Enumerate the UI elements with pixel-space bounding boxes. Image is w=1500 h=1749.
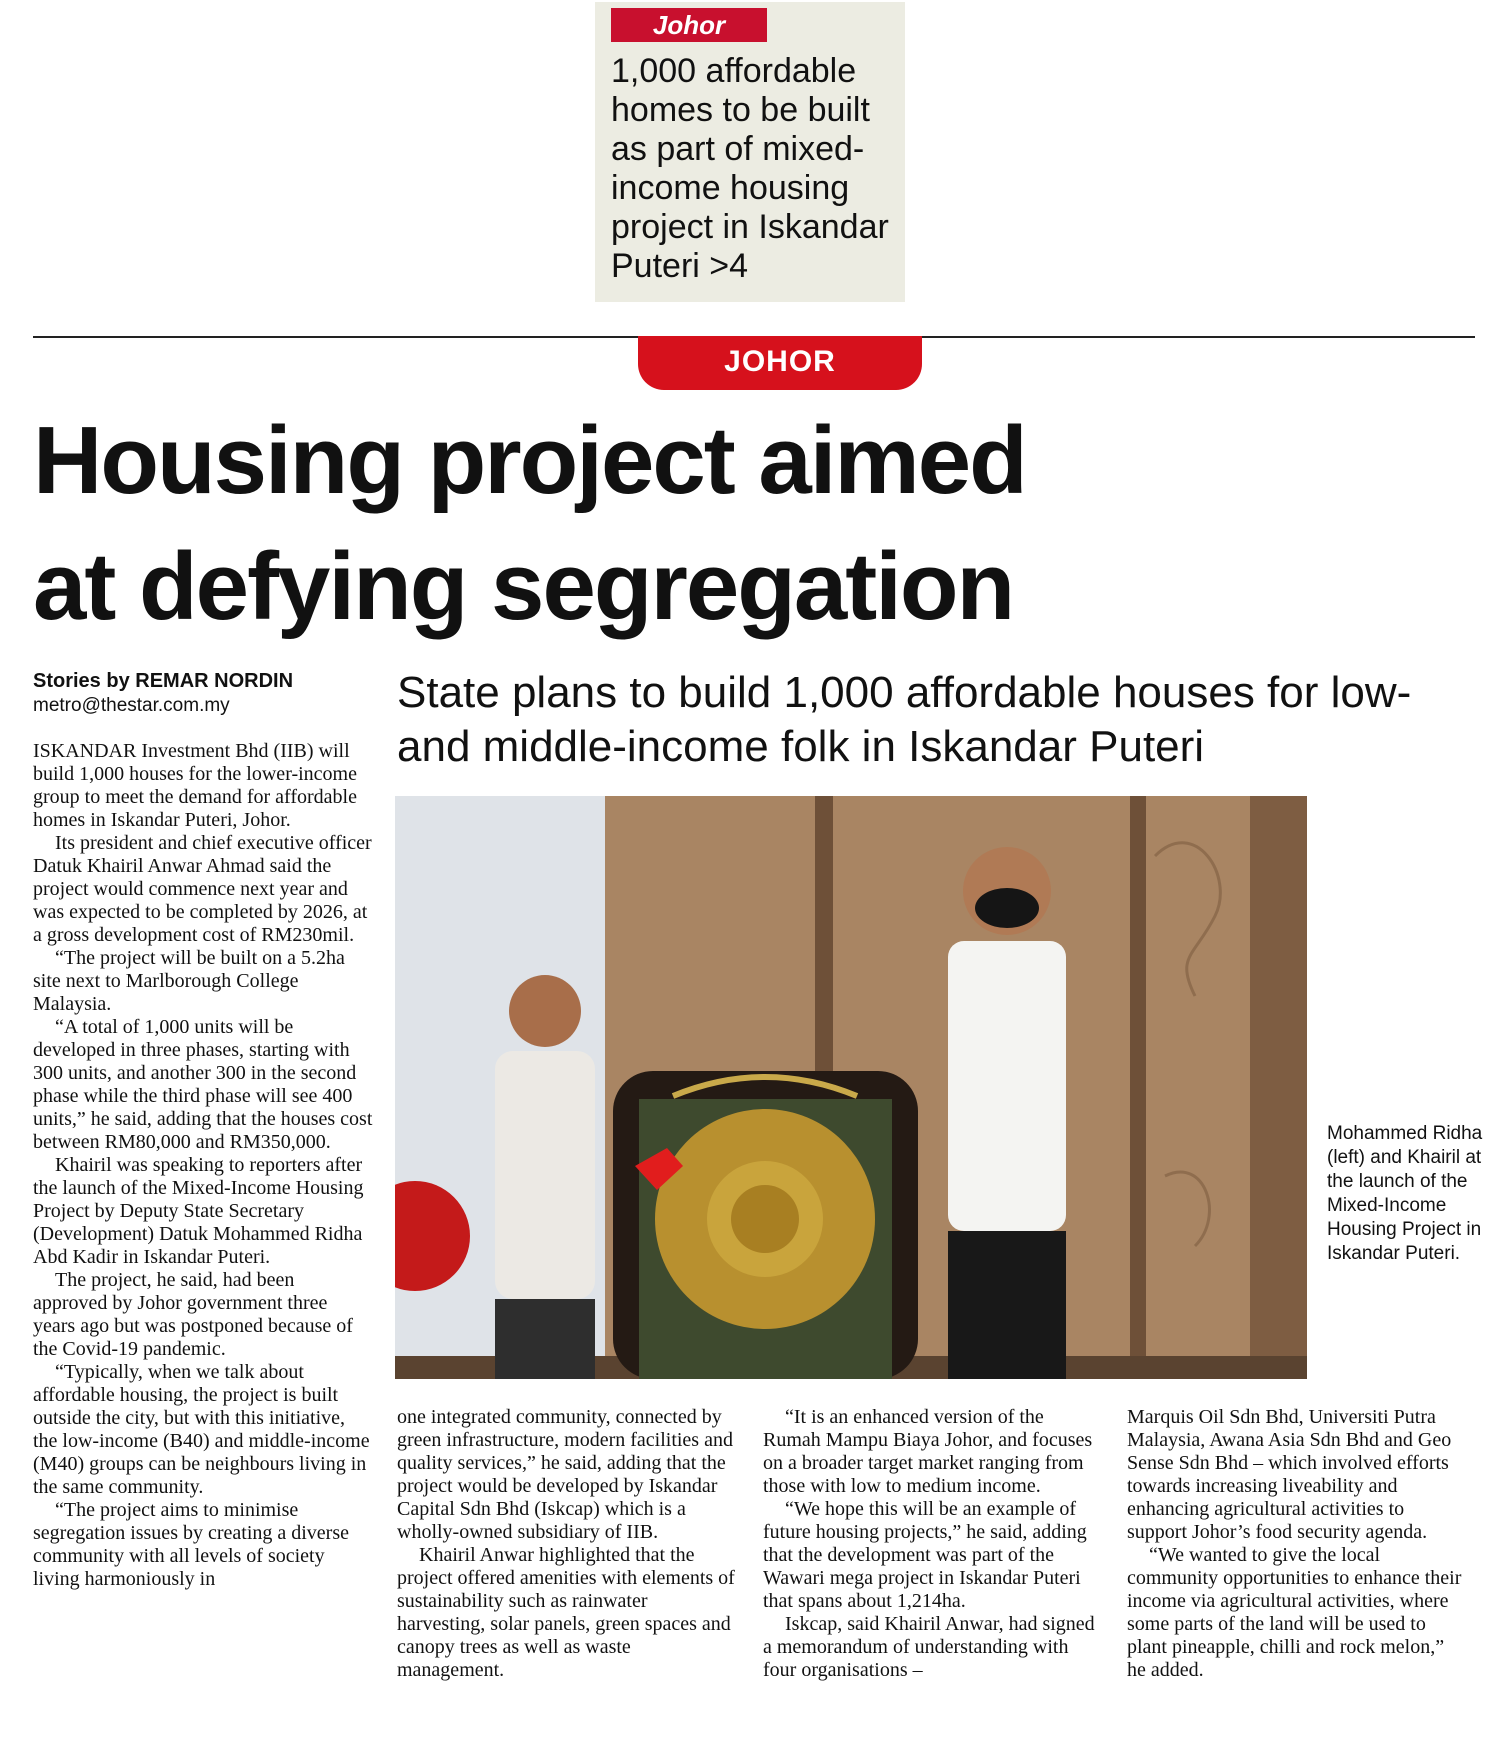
paragraph: one integrated community, connected by green infrastructure, modern facilities and quality services,” he said, adding that the project would be developed by Iskandar Capital Sdn Bhd (Iskcap) which is a wholly-owned subsidiary of IIB. [397,1406,733,1543]
body-column-4 [1127,1406,1467,1682]
byline: Stories by REMAR NORDIN [33,670,294,692]
paragraph: Iskcap, said Khairil Anwar, had signed a memorandum of understanding with four organisations – [763,1613,1095,1681]
paragraph: “The project aims to minimise segregation issues by creating a diverse community with all levels of society living harmoniously in [33,1499,350,1590]
photo-illustration [395,796,1307,1379]
article-photo [395,796,1307,1379]
paragraph: “We wanted to give the local community opportunities to enhance their income via agricultural activities, where some parts of the land will be used to plant pineapple, chilli and rock melon,” he added. [1127,1544,1462,1681]
teaser-tag: Johor [611,8,767,42]
paragraph: The project, he said, had been approved by Johor government three years ago but was postponed because of the Covid-19 pandemic. [33,1269,353,1360]
body-column-2 [397,1406,737,1682]
subheadline: State plans to build 1,000 affordable houses for low- and middle-income folk in Iskandar Puteri [397,668,1412,771]
body-column-1 [33,740,373,1591]
photo-caption: Mohammed Ridha (left) and Khairil at the launch of the Mixed-Income Housing Project in Iskandar Puteri. [1327,1123,1483,1264]
section-label: JOHOR [638,336,922,390]
author-email: metro@thestar.com.my [33,695,230,716]
paragraph: Its president and chief executive officer Datuk Khairil Anwar Ahmad said the project would commence next year and was expected to be completed by 2026, at a gross development cost of RM230mil. [33,832,372,946]
paragraph: “It is an enhanced version of the Rumah Mampu Biaya Johor, and focuses on a broader target market ranging from those with low to medium income. [763,1406,1093,1497]
headline-line-1: Housing project aimed [33,407,1026,514]
body-column-3 [763,1406,1103,1682]
paragraph: Marquis Oil Sdn Bhd, Universiti Putra Malaysia, Awana Asia Sdn Bhd and Geo Sense Sdn Bhd – which involved efforts towards increasing liveability and enhancing agricultural activities to support Johor’s food security agenda. [1127,1406,1452,1543]
paragraph: “A total of 1,000 units will be developed in three phases, starting with 300 units, and another 300 in the second phase while the third phase will see 400 units,” he said, adding that the houses cost between RM80,000 and RM350,000. [33,1016,373,1153]
paragraph: Khairil was speaking to reporters after the launch of the Mixed-Income Housing Project by Deputy State Secretary (Development) Datuk Mohammed Ridha Abd Kadir in Iskandar Puteri. [33,1154,364,1268]
paragraph: Khairil Anwar highlighted that the project offered amenities with elements of sustainability such as rainwater harvesting, solar panels, green spaces and canopy trees as well as waste management. [397,1544,735,1681]
paragraph: “We hope this will be an example of future housing projects,” he said, adding that the development was part of the Wawari mega project in Iskandar Puteri that spans about 1,214ha. [763,1498,1087,1612]
teaser-text: 1,000 affordable homes to be built as part of mixed-income housing project in Iskandar Puteri >4 [611,52,889,285]
teaser-box [595,2,905,302]
headline [33,398,1473,650]
paragraph: ISKANDAR Investment Bhd (IIB) will build 1,000 houses for the lower-income group to meet the demand for affordable homes in Iskandar Puteri, Johor. [33,740,357,831]
headline-line-2: at defying segregation [33,533,1014,640]
paragraph: “Typically, when we talk about affordable housing, the project is built outside the city, but with this initiative, the low-income (B40) and middle-income (M40) groups can be neighbours living in the same community. [33,1361,370,1498]
paragraph: “The project will be built on a 5.2ha site next to Marlborough College Malaysia. [33,947,345,1015]
